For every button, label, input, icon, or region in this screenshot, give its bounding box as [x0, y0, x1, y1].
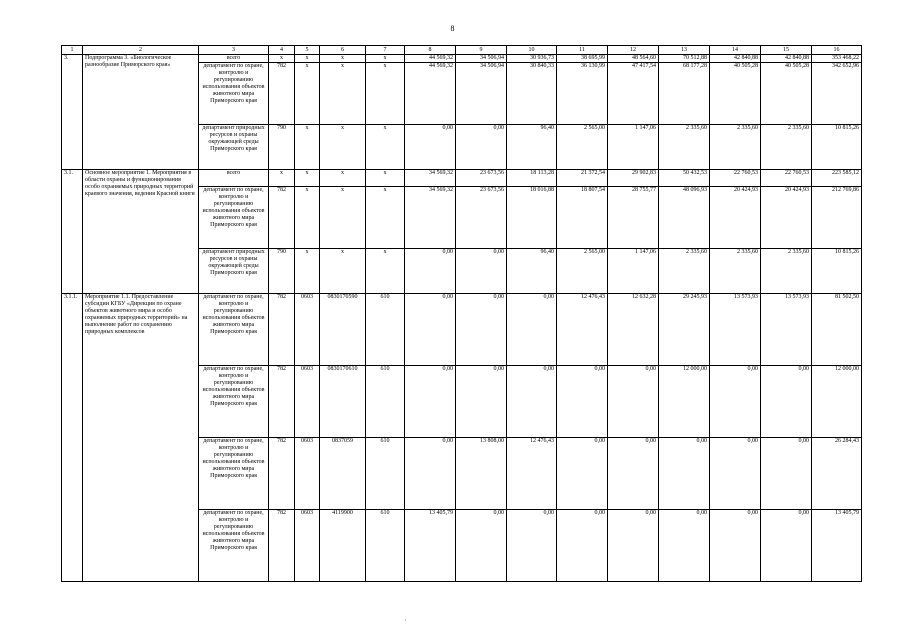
amount-cell: 44 569,32 [405, 63, 456, 125]
amount-cell: 81 502,50 [812, 294, 862, 366]
amount-cell: 68 177,28 [659, 63, 710, 125]
amount-cell: 0,00 [761, 366, 812, 438]
grbs-code: 782 [269, 294, 295, 366]
column-header: 15 [761, 46, 812, 55]
section-code: 0603 [295, 438, 320, 510]
expense-type-code: x [366, 63, 405, 125]
amount-cell: 18 113,28 [507, 170, 557, 187]
amount-cell: 13 573,93 [761, 294, 812, 366]
section-code: x [295, 125, 320, 170]
table-row [62, 294, 862, 366]
amount-cell: 42 840,88 [761, 55, 812, 63]
column-header: 12 [608, 46, 659, 55]
expense-type-code: 610 [366, 438, 405, 510]
responsible-executor: департамент природных ресурсов и охраны окружающей среды Приморского края [199, 249, 269, 294]
amount-cell: 2 565,00 [557, 249, 608, 294]
amount-cell: 0,00 [456, 294, 507, 366]
column-header: 14 [710, 46, 761, 55]
section-code: x [295, 170, 320, 187]
amount-cell: 212 769,86 [812, 187, 862, 249]
column-header: 6 [320, 46, 366, 55]
amount-cell: 40 505,28 [710, 63, 761, 125]
amount-cell: 0,00 [608, 510, 659, 582]
grbs-code: 790 [269, 249, 295, 294]
amount-cell: 0,00 [557, 510, 608, 582]
amount-cell: 223 585,12 [812, 170, 862, 187]
grbs-code: 782 [269, 366, 295, 438]
grbs-code: 782 [269, 187, 295, 249]
amount-cell: 2 335,60 [659, 249, 710, 294]
amount-cell: 12 000,00 [659, 366, 710, 438]
amount-cell: 1 147,06 [608, 125, 659, 170]
grbs-code: 790 [269, 125, 295, 170]
section-code: x [295, 249, 320, 294]
expense-type-code: 610 [366, 366, 405, 438]
amount-cell: 0,00 [659, 438, 710, 510]
target-article-code: 4119900 [320, 510, 366, 582]
amount-cell: 36 130,99 [557, 63, 608, 125]
amount-cell: 353 468,22 [812, 55, 862, 63]
amount-cell: 0,00 [405, 438, 456, 510]
responsible-executor: департамент по охране, контролю и регулированию использования объектов животного мира Приморского края [199, 294, 269, 366]
section-code: 0603 [295, 366, 320, 438]
amount-cell: 0,00 [405, 366, 456, 438]
amount-cell: 48 564,60 [608, 55, 659, 63]
responsible-executor: всего [199, 170, 269, 187]
amount-cell: 20 424,93 [761, 187, 812, 249]
amount-cell: 2 565,00 [557, 125, 608, 170]
row-number: 3. [62, 55, 83, 170]
amount-cell: 0,00 [557, 438, 608, 510]
amount-cell: 0,00 [507, 294, 557, 366]
section-code: 0603 [295, 510, 320, 582]
amount-cell: 12 632,28 [608, 294, 659, 366]
amount-cell: 22 760,53 [761, 170, 812, 187]
amount-cell: 34 506,94 [456, 55, 507, 63]
amount-cell: 47 417,54 [608, 63, 659, 125]
amount-cell: 2 335,60 [761, 249, 812, 294]
table-header-row [62, 46, 862, 55]
column-header: 13 [659, 46, 710, 55]
program-name: Основное мероприятие 1. Мероприятия в области охраны и функционирования особо охраняемых природных территорий краевого значения, ведения Красной книги [83, 170, 199, 294]
footer-mark: , [405, 617, 407, 622]
column-header: 11 [557, 46, 608, 55]
column-header: 7 [366, 46, 405, 55]
amount-cell: 70 512,88 [659, 55, 710, 63]
expense-type-code: x [366, 55, 405, 63]
column-header: 8 [405, 46, 456, 55]
budget-table [61, 45, 862, 582]
expense-type-code: x [366, 125, 405, 170]
column-header: 4 [269, 46, 295, 55]
amount-cell: 1 147,06 [608, 249, 659, 294]
target-article-code: 0830170590 [320, 294, 366, 366]
amount-cell: 12 476,43 [557, 294, 608, 366]
row-number: 3.1. [62, 170, 83, 294]
amount-cell: 2 335,60 [659, 125, 710, 170]
amount-cell: 34 506,94 [456, 63, 507, 125]
grbs-code: 782 [269, 510, 295, 582]
amount-cell: 30 840,33 [507, 63, 557, 125]
amount-cell: 96,40 [507, 249, 557, 294]
amount-cell: 0,00 [507, 366, 557, 438]
amount-cell: 13 405,79 [405, 510, 456, 582]
amount-cell: 2 335,60 [710, 125, 761, 170]
amount-cell: 29 902,83 [608, 170, 659, 187]
expense-type-code: 610 [366, 294, 405, 366]
amount-cell: 0,00 [710, 510, 761, 582]
amount-cell: 48 096,93 [659, 187, 710, 249]
amount-cell: 0,00 [659, 510, 710, 582]
amount-cell: 42 840,88 [710, 55, 761, 63]
target-article-code: 0837059 [320, 438, 366, 510]
section-code: x [295, 187, 320, 249]
amount-cell: 23 673,56 [456, 187, 507, 249]
expense-type-code: x [366, 187, 405, 249]
responsible-executor: департамент по охране, контролю и регулированию использования объектов животного мира Приморского края [199, 438, 269, 510]
amount-cell: 20 424,93 [710, 187, 761, 249]
amount-cell: 0,00 [608, 438, 659, 510]
amount-cell: 0,00 [761, 438, 812, 510]
amount-cell: 10 815,26 [812, 125, 862, 170]
amount-cell: 23 673,56 [456, 170, 507, 187]
amount-cell: 0,00 [405, 294, 456, 366]
page-number: 8 [450, 24, 455, 33]
amount-cell: 0,00 [761, 510, 812, 582]
amount-cell: 44 569,32 [405, 55, 456, 63]
amount-cell: 28 755,77 [608, 187, 659, 249]
amount-cell: 34 569,32 [405, 170, 456, 187]
grbs-code: 782 [269, 63, 295, 125]
amount-cell: 34 569,32 [405, 187, 456, 249]
table-row [62, 55, 862, 63]
grbs-code: 782 [269, 438, 295, 510]
responsible-executor: департамент по охране, контролю и регулированию использования объектов животного мира Приморского края [199, 187, 269, 249]
section-code: x [295, 63, 320, 125]
amount-cell: 18 807,54 [557, 187, 608, 249]
amount-cell: 26 284,43 [812, 438, 862, 510]
amount-cell: 0,00 [557, 366, 608, 438]
amount-cell: 0,00 [710, 366, 761, 438]
grbs-code: x [269, 55, 295, 63]
amount-cell: 13 808,00 [456, 438, 507, 510]
target-article-code: x [320, 55, 366, 63]
program-name: Подпрограмма 3. «Биологическое разнообразие Приморского края» [83, 55, 199, 170]
amount-cell: 0,00 [710, 438, 761, 510]
target-article-code: 0830170610 [320, 366, 366, 438]
amount-cell: 22 760,53 [710, 170, 761, 187]
amount-cell: 12 476,43 [507, 438, 557, 510]
amount-cell: 0,00 [456, 510, 507, 582]
amount-cell: 10 815,26 [812, 249, 862, 294]
amount-cell: 30 936,73 [507, 55, 557, 63]
responsible-executor: департамент по охране, контролю и регулированию использования объектов животного мира Приморского края [199, 366, 269, 438]
amount-cell: 13 405,79 [812, 510, 862, 582]
amount-cell: 29 245,93 [659, 294, 710, 366]
column-header: 9 [456, 46, 507, 55]
amount-cell: 0,00 [405, 125, 456, 170]
section-code: 0603 [295, 294, 320, 366]
column-header: 10 [507, 46, 557, 55]
table-row [62, 170, 862, 187]
expense-type-code: x [366, 249, 405, 294]
row-number: 3.1.1. [62, 294, 83, 582]
target-article-code: x [320, 125, 366, 170]
amount-cell: 2 335,60 [710, 249, 761, 294]
target-article-code: x [320, 187, 366, 249]
section-code: x [295, 55, 320, 63]
column-header: 1 [62, 46, 83, 55]
target-article-code: x [320, 249, 366, 294]
program-name: Мероприятие 1.1. Предоставление субсидии КГБУ «Дирекция по охране объектов животного мира и особо охраняемых природных территорий» на выполнение работ по сохранению природных комплексов [83, 294, 199, 582]
amount-cell: 12 000,00 [812, 366, 862, 438]
amount-cell: 38 695,99 [557, 55, 608, 63]
responsible-executor: департамент природных ресурсов и охраны окружающей среды Приморского края [199, 125, 269, 170]
amount-cell: 21 372,54 [557, 170, 608, 187]
amount-cell: 0,00 [405, 249, 456, 294]
amount-cell: 0,00 [456, 366, 507, 438]
column-header: 5 [295, 46, 320, 55]
responsible-executor: департамент по охране, контролю и регулированию использования объектов животного мира Приморского края [199, 510, 269, 582]
expense-type-code: x [366, 170, 405, 187]
table-body [62, 55, 862, 582]
column-header: 16 [812, 46, 862, 55]
amount-cell: 0,00 [608, 366, 659, 438]
amount-cell: 96,40 [507, 125, 557, 170]
amount-cell: 0,00 [456, 249, 507, 294]
amount-cell: 50 432,53 [659, 170, 710, 187]
grbs-code: x [269, 170, 295, 187]
amount-cell: 40 505,28 [761, 63, 812, 125]
amount-cell: 0,00 [456, 125, 507, 170]
target-article-code: x [320, 63, 366, 125]
column-header: 3 [199, 46, 269, 55]
column-header: 2 [83, 46, 199, 55]
amount-cell: 342 652,96 [812, 63, 862, 125]
amount-cell: 2 335,60 [761, 125, 812, 170]
amount-cell: 13 573,93 [710, 294, 761, 366]
amount-cell: 0,00 [507, 510, 557, 582]
responsible-executor: департамент по охране, контролю и регулированию использования объектов животного мира Приморского края [199, 63, 269, 125]
target-article-code: x [320, 170, 366, 187]
expense-type-code: 610 [366, 510, 405, 582]
responsible-executor: всего [199, 55, 269, 63]
amount-cell: 18 016,88 [507, 187, 557, 249]
